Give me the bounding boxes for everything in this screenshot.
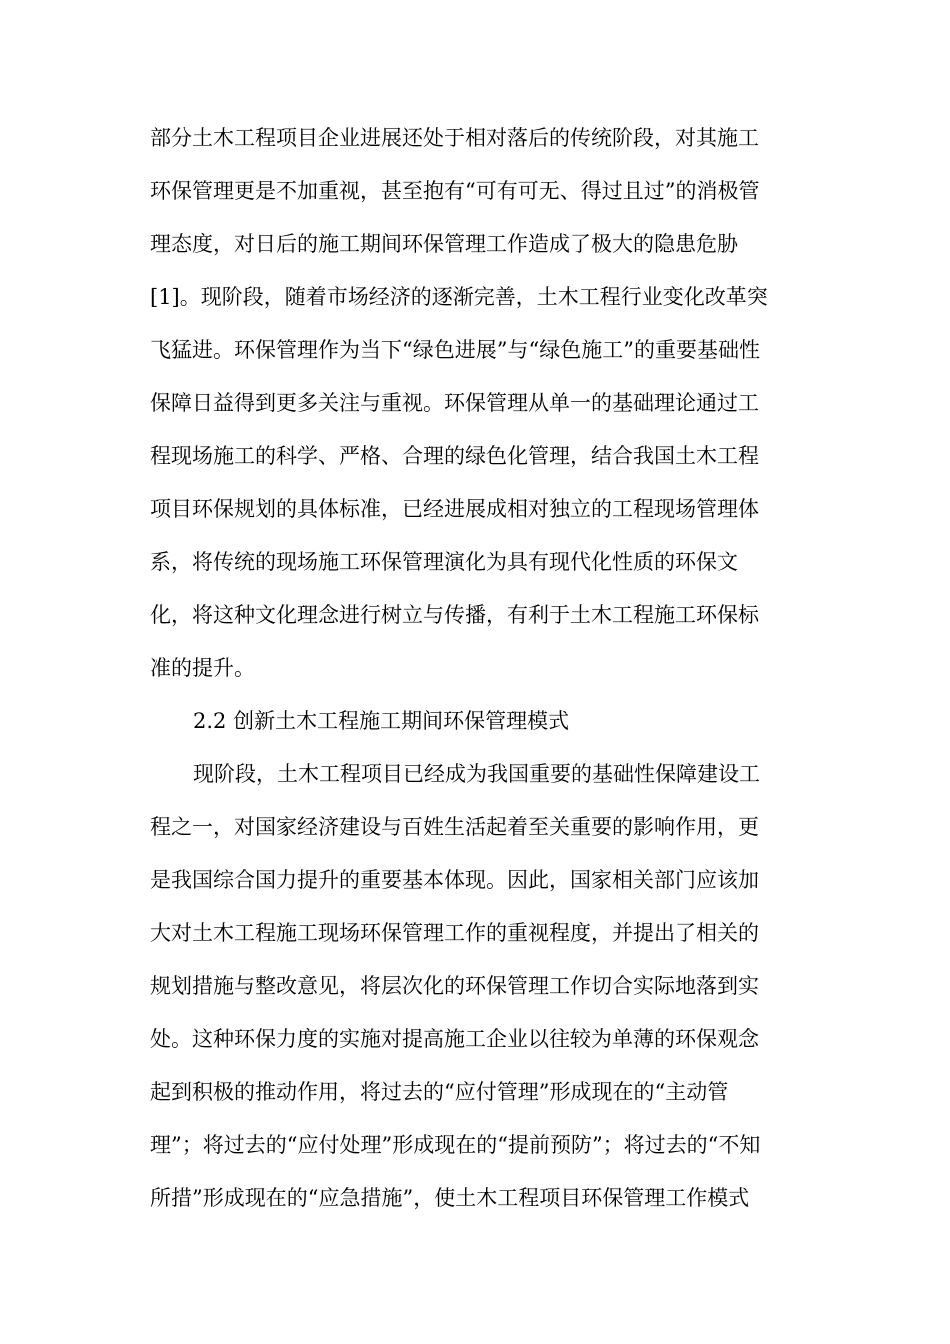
paragraph-2-line: 现阶段，土木工程项目已经成为我国重要的基础性保障建设工 [193,762,760,786]
paragraph-2-line: 起到积极的推动作用，将过去的“应付管理”形成现在的“主动管 [150,1080,729,1104]
paragraph-1-line: 项目环保规划的具体标准，已经进展成相对独立的工程现场管理体 [150,497,759,521]
paragraph-1-line: 化，将这种文化理念进行树立与传播，有利于土木工程施工环保标 [150,603,759,627]
section-heading: 2.2 创新土木工程施工期间环保管理模式 [193,709,570,733]
paragraph-2-line: 大对土木工程施工现场环保管理工作的重视程度，并提出了相关的 [150,921,759,945]
paragraph-1-line: 系，将传统的现场施工环保管理演化为具有现代化性质的环保文 [150,550,738,574]
paragraph-1-line: 准的提升。 [150,656,255,680]
paragraph-1-line: 飞猛进。环保管理作为当下“绿色进展”与“绿色施工”的重要基础性 [150,338,760,362]
paragraph-2-line: 规划措施与整改意见，将层次化的环保管理工作切合实际地落到实 [150,974,759,998]
paragraph-1-line: 部分土木工程项目企业进展还处于相对落后的传统阶段，对其施工 [150,126,759,150]
paragraph-2-line: 理”；将过去的“应付处理”形成现在的“提前预防”；将过去的“不知 [150,1133,761,1157]
paragraph-1-line: 环保管理更是不加重视，甚至抱有“可有可无、得过且过”的消极管 [150,179,760,203]
paragraph-2-line: 处。这种环保力度的实施对提高施工企业以往较为单薄的环保观念 [150,1027,759,1051]
paragraph-1-line: 程现场施工的科学、严格、合理的绿色化管理，结合我国土木工程 [150,444,759,468]
paragraph-1-line: 保障日益得到更多关注与重视。环保管理从单一的基础理论通过工 [150,391,759,415]
paragraph-1-line: 理态度，对日后的施工期间环保管理工作造成了极大的隐患危胁 [150,232,738,256]
paragraph-1-line: [1]。现阶段，随着市场经济的逐渐完善，土木工程行业变化改革突 [150,285,768,309]
paragraph-2-line: 所措”形成现在的“应急措施”，使土木工程项目环保管理工作模式 [150,1186,750,1210]
paragraph-2-line: 程之一，对国家经济建设与百姓生活起着至关重要的影响作用，更 [150,815,759,839]
paragraph-2-line: 是我国综合国力提升的重要基本体现。因此，国家相关部门应该加 [150,868,759,892]
